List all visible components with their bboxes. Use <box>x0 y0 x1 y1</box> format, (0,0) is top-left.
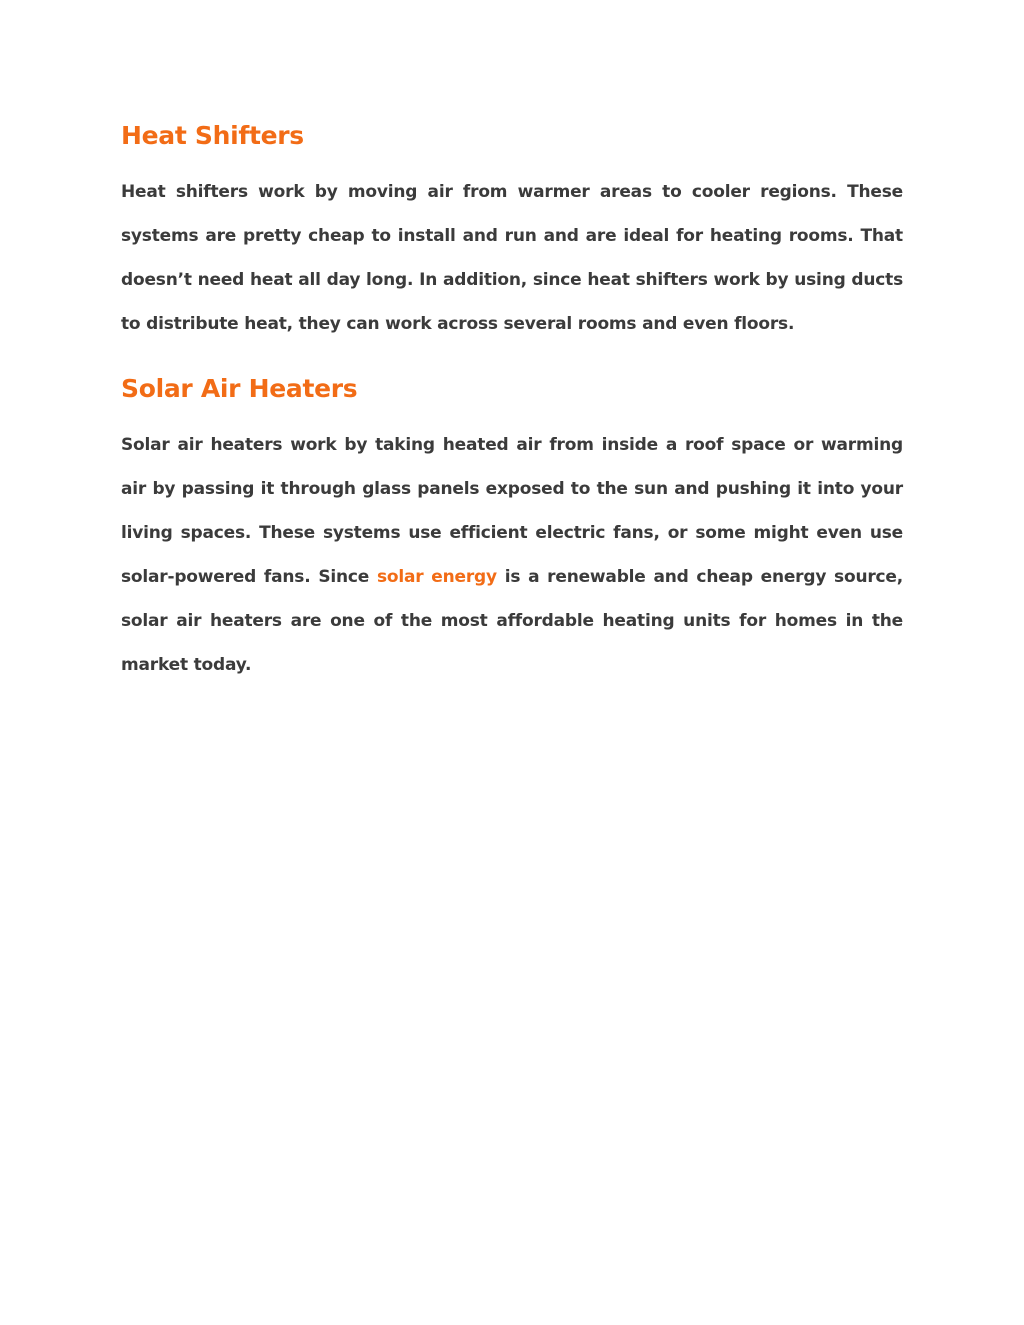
section-paragraph-solar-air-heaters <box>121 423 903 687</box>
section-heading-heat-shifters: Heat Shifters <box>121 121 304 150</box>
solar-energy-link[interactable]: solar energy <box>376 567 497 587</box>
paragraph-text-after-link: is a renewable and cheap energy source, solar air heaters are one of the most affordable heating units for homes in the market today. <box>121 567 903 675</box>
section-paragraph-heat-shifters: Heat shifters work by moving air from warmer areas to cooler regions. These systems are pretty cheap to install and run and are ideal for heating rooms. That doesn’t need heat all day long. In addition, since heat shifters work by using ducts to distribute heat, they can work across several rooms and even floors. <box>121 182 903 334</box>
section-heading-solar-air-heaters: Solar Air Heaters <box>121 374 358 403</box>
document-page <box>121 112 903 687</box>
paragraph-text-before-link: Solar air heaters work by taking heated air from inside a roof space or warming air by passing it through glass panels exposed to the sun and pushing it into your living spaces. These systems use efficient electric fans, or some might even use solar-powered fans. Since <box>121 435 903 587</box>
